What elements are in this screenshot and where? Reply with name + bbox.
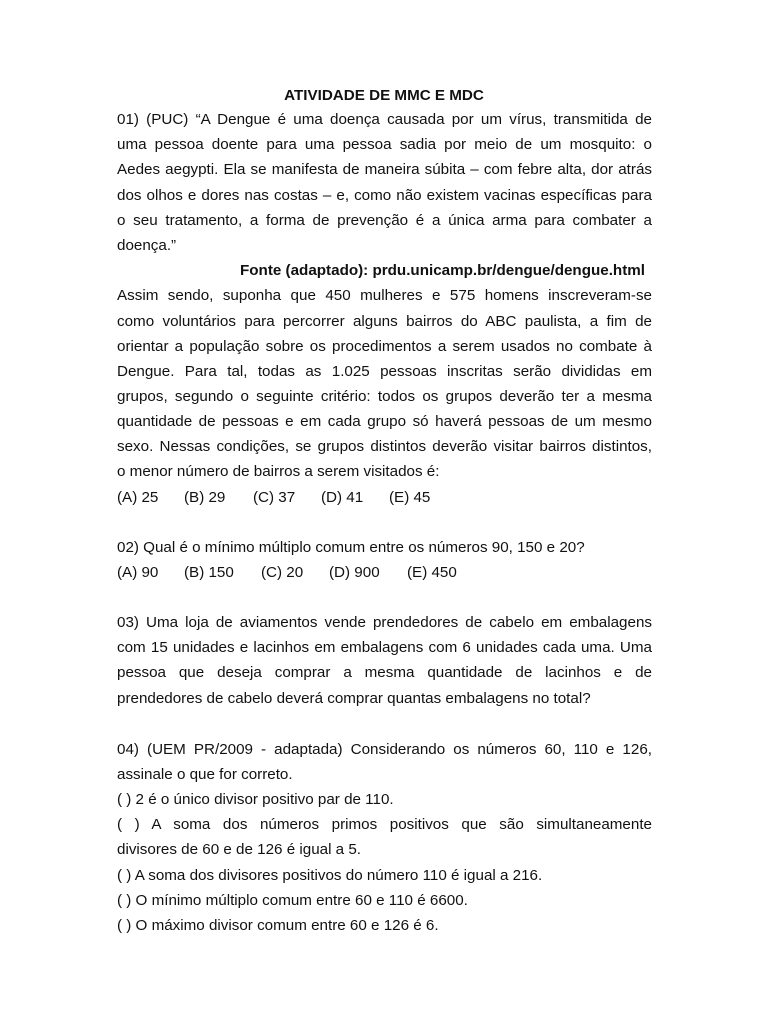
- q1-body-line: o menor número de bairros a serem visitados é:: [117, 463, 440, 480]
- q1-options: [117, 489, 652, 507]
- q1-text-line: dos olhos e dores nas costas – e, como não existem vacinas específicas para: [117, 187, 652, 204]
- q2-option-e: (E) 450: [407, 564, 457, 581]
- q3-text-line: com 15 unidades e lacinhos em embalagens com 6 unidades cada uma. Uma: [117, 639, 652, 656]
- q1-body-line: sexo. Nessas condições, se grupos distintos deverão visitar bairros distintos,: [117, 438, 652, 455]
- page-title: ATIVIDADE DE MMC E MDC: [284, 87, 484, 104]
- q1-option-e: (E) 45: [389, 489, 431, 506]
- q1-body-line: como voluntários para percorrer alguns bairros do ABC paulista, a fim de: [117, 313, 652, 330]
- q1-text-line: uma pessoa doente para uma pessoa sadia por meio de um mosquito: o: [117, 136, 652, 153]
- q4-item: ( ) O mínimo múltiplo comum entre 60 e 110 é 6600.: [117, 892, 468, 909]
- q1-body-line: grupos, segundo o seguinte critério: todos os grupos deverão ter a mesma: [117, 388, 652, 405]
- q3-text-line: 03) Uma loja de aviamentos vende prendedores de cabelo em embalagens: [117, 614, 652, 631]
- q1-text-line: 01) (PUC) “A Dengue é uma doença causada por um vírus, transmitida de: [117, 111, 652, 128]
- q4-item-continuation: divisores de 60 e de 126 é igual a 5.: [117, 841, 362, 858]
- q4-item: ( ) O máximo divisor comum entre 60 e 126 é 6.: [117, 917, 439, 934]
- q1-option-a: (A) 25: [117, 489, 159, 506]
- q3-text-line: prendedores de cabelo deverá comprar quantas embalagens no total?: [117, 690, 591, 707]
- q4-text-line: assinale o que for correto.: [117, 766, 293, 783]
- q4-item: ( ) 2 é o único divisor positivo par de 110.: [117, 791, 394, 808]
- q1-body-line: Assim sendo, suponha que 450 mulheres e 575 homens inscreveram-se: [117, 287, 652, 304]
- q1-text-line: doença.”: [117, 237, 177, 254]
- q1-option-c: (C) 37: [253, 489, 296, 506]
- q2-option-a: (A) 90: [117, 564, 159, 581]
- q1-source: Fonte (adaptado): prdu.unicamp.br/dengue/dengue.html: [240, 262, 645, 279]
- q1-body-line: orientar a população sobre os procedimentos a serem usados no combate à: [117, 338, 652, 355]
- q1-text-line: o seu tratamento, a forma de prevenção é a única arma para combater a: [117, 212, 652, 229]
- q2-text: 02) Qual é o mínimo múltiplo comum entre os números 90, 150 e 20?: [117, 539, 585, 556]
- q2-options: [117, 564, 652, 582]
- q1-option-b: (B) 29: [184, 489, 226, 506]
- q2-option-c: (C) 20: [261, 564, 304, 581]
- q1-option-d: (D) 41: [321, 489, 364, 506]
- q4-item: ( ) A soma dos divisores positivos do número 110 é igual a 216.: [117, 867, 543, 884]
- q3-text-line: pessoa que deseja comprar a mesma quantidade de lacinhos e de: [117, 664, 652, 681]
- q4-item: ( ) A soma dos números primos positivos que são simultaneamente: [117, 816, 652, 833]
- q1-body-line: quantidade de pessoas e em cada grupo só haverá pessoas de um mesmo: [117, 413, 652, 430]
- q2-option-b: (B) 150: [184, 564, 234, 581]
- q2-option-d: (D) 900: [329, 564, 380, 581]
- q1-body-line: Dengue. Para tal, todas as 1.025 pessoas inscritas serão divididas em: [117, 363, 652, 380]
- q4-text-line: 04) (UEM PR/2009 - adaptada) Considerando os números 60, 110 e 126,: [117, 741, 652, 758]
- q1-text-line: Aedes aegypti. Ela se manifesta de maneira súbita – com febre alta, dor atrás: [117, 161, 652, 178]
